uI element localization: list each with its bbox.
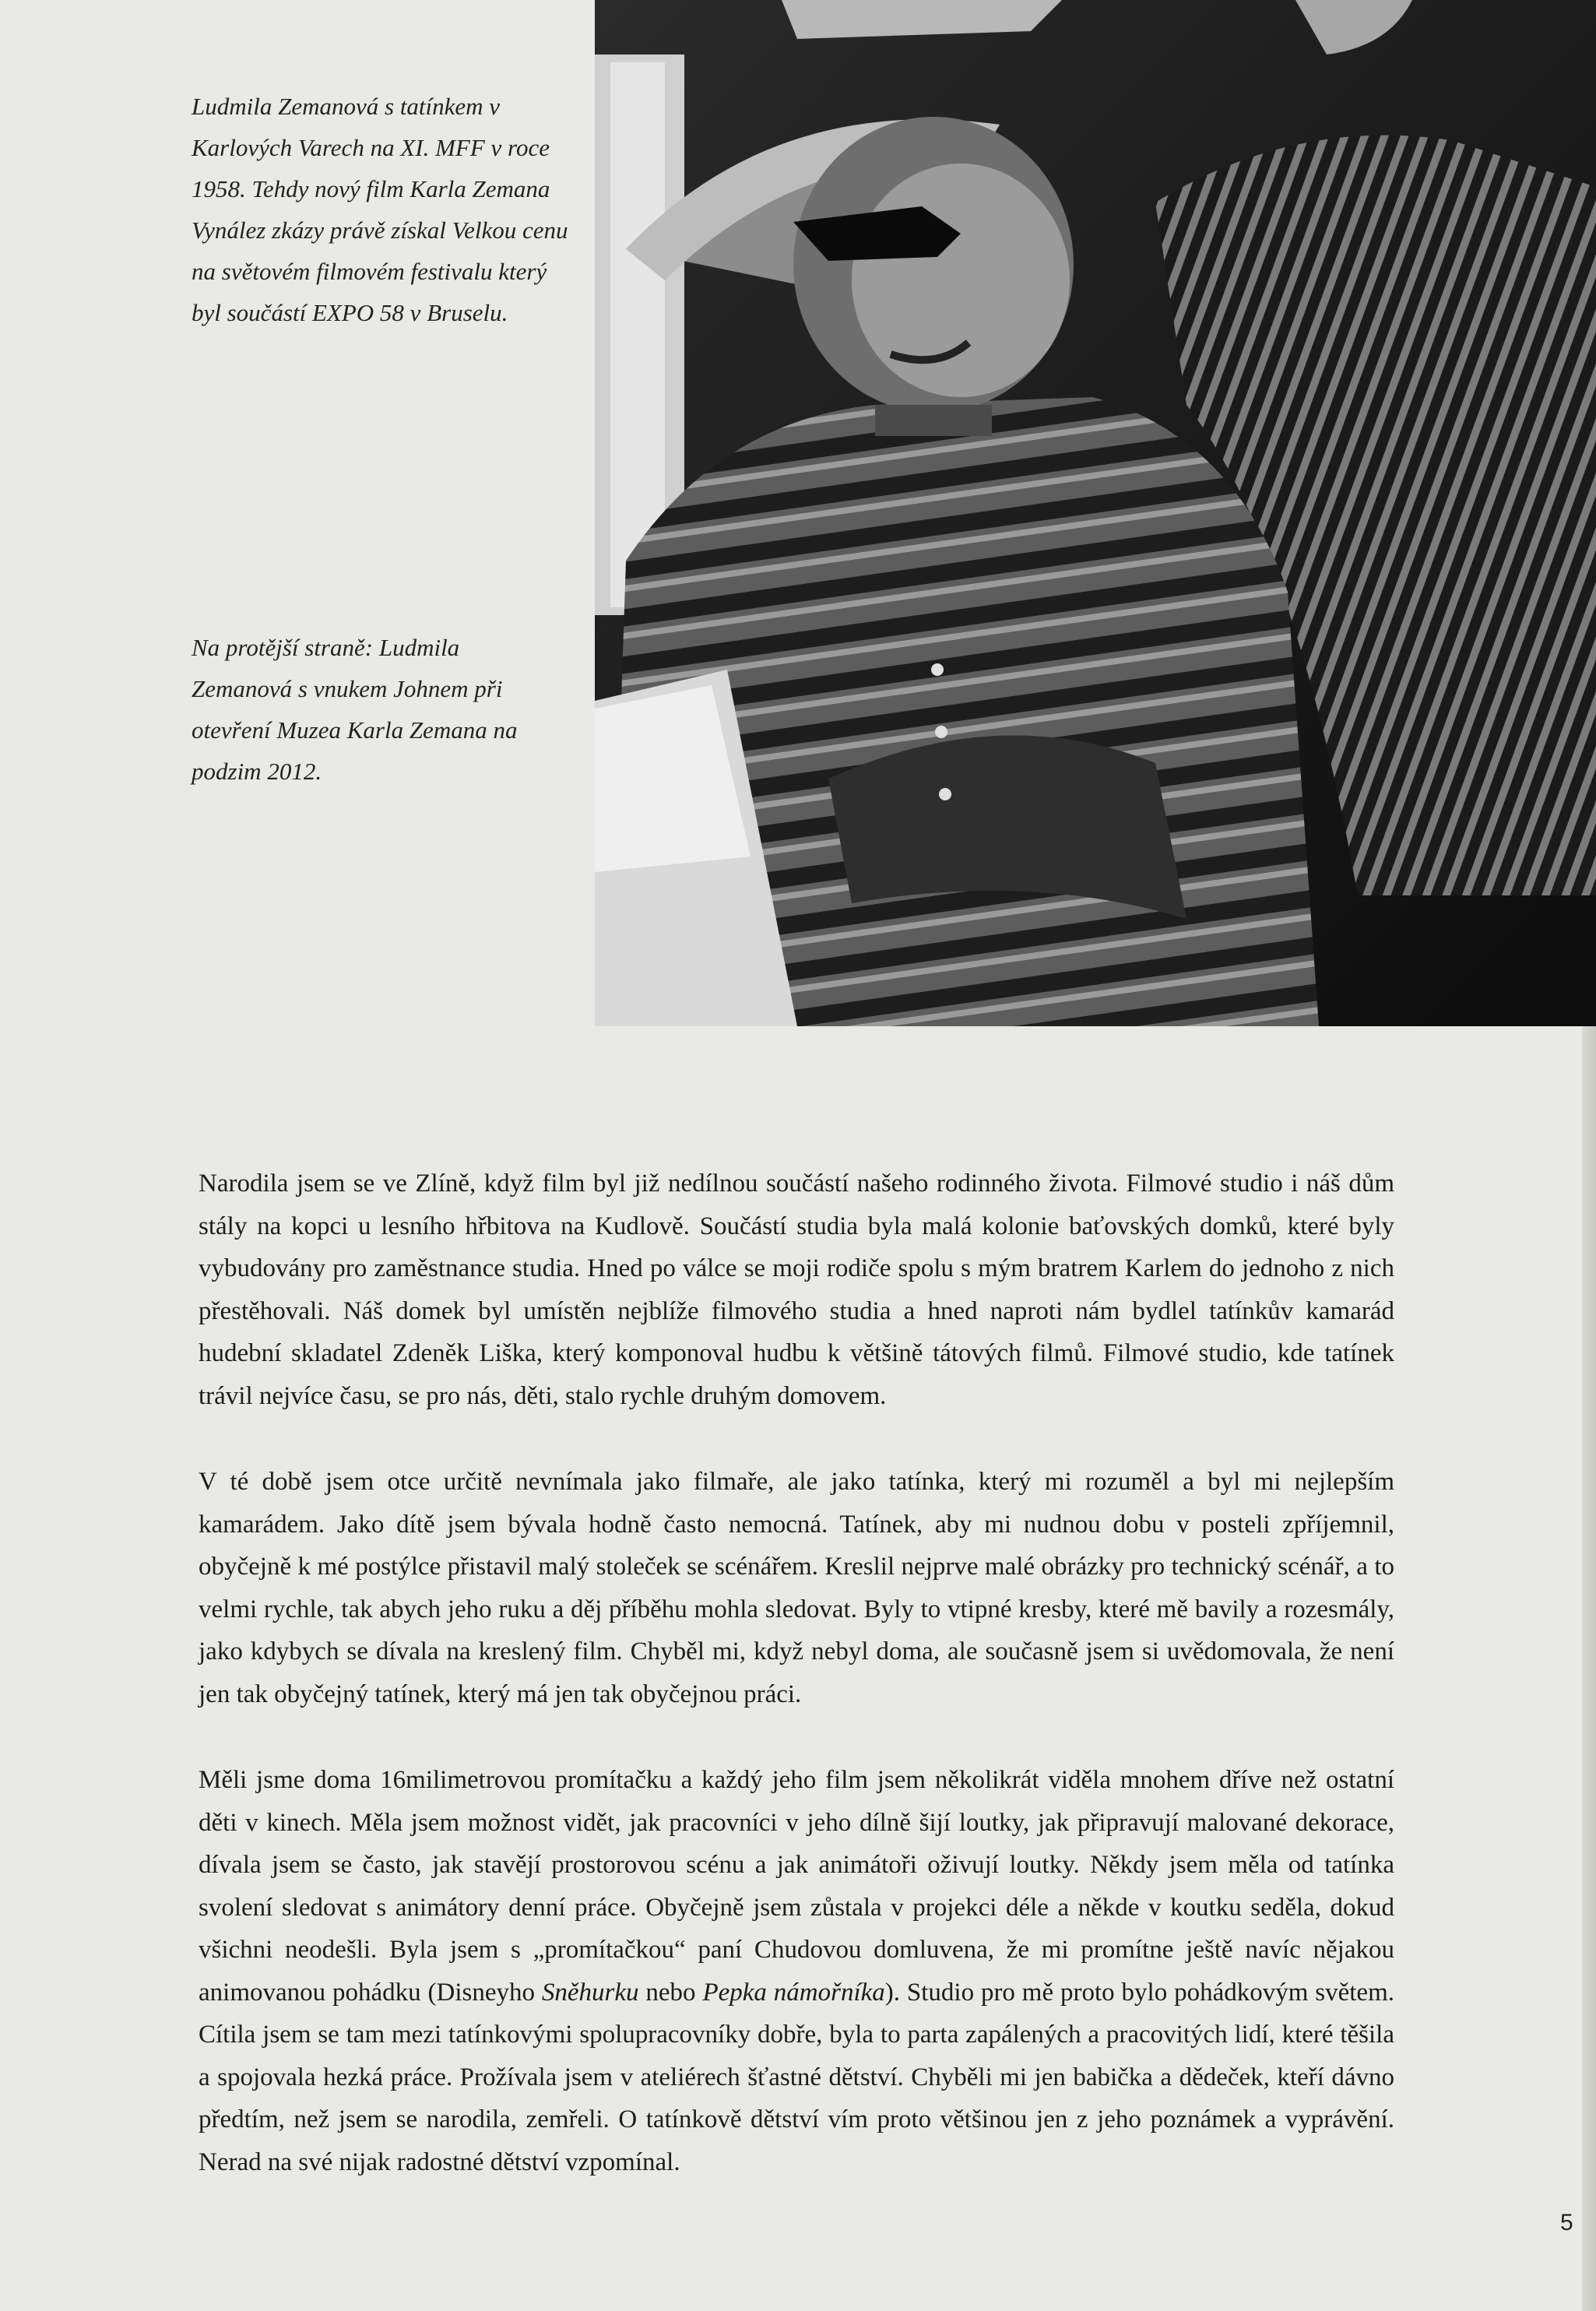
paragraph: V té době jsem otce určitě nevnímala jako filmaře, ale jako tatínka, který mi rozuměl a byl mi nejlepším kamarádem. Jako dítě jsem bývala hodně často nemocná. Tatínek, aby mi nudnou dobu v posteli zpříjemnil, obyčejně k mé postýlce přistavil malý stoleček se scénářem. Kreslil nejprve malé obrázky pro technický scénář, a to velmi rychle, tak abych jeho ruku a děj příběhu mohla sledovat. Byly to vtipné kresby, které mě bavily a rozesmály, jako kdybych se dívala na kreslený film. Chyběl mi, když nebyl doma, ale současně jsem si uvědomovala, že není jen tak obyčejný tatínek, který má jen tak obyčejnou práci. — [199, 1468, 1394, 1708]
photo — [595, 0, 1596, 1026]
opposite-page-caption-text: Na protější straně: Ludmila Zemanová s vnukem Johnem při otevření Muzea Karla Zemana na podzim 2012. — [192, 634, 518, 785]
film-title: Pepka námořníka — [702, 1978, 885, 2007]
article-body — [199, 1163, 1394, 2227]
photo-illustration — [595, 0, 1596, 1026]
page-number: 5 — [1560, 2210, 1573, 2235]
paragraph-text: Měli jsme doma 16milimetrovou promítačku a každý jeho film jsem několikrát viděla mnohem dříve než ostatní děti v kinech. Měla jsem možnost vidět, jak pracovníci v jeho dílně šijí loutky, jak připravují malované dekorace, dívala jsem se často, jak stavějí prostorovou scénu a jak animátoři oživují loutky. Někdy jsem měla od tatínka svolení sledovat s animátory denní práce. Obyčejně jsem zůstala v projekci déle a někde v koutku seděla, dokud všichni neodešli. Byla jsem s „promítačkou“ paní Chudovou domluvena, že mi promítne ještě navíc nějakou animovanou pohádku (Disneyho — [199, 1766, 1394, 2007]
opposite-page-caption — [192, 627, 565, 792]
film-title: Sněhurku — [541, 1978, 639, 2007]
paragraph-text: nebo — [638, 1978, 703, 2007]
photo-caption-text: Ludmila Zemanová s tatínkem v Karlových Varech na XI. MFF v roce 1958. Tehdy nový film Karla Zemana Vynález zkázy právě získal Velkou cenu na světovém filmovém festivalu který byl součástí EXPO 58 v Bruselu. — [192, 93, 568, 326]
paragraph-text: ). Studio pro mě proto bylo pohádkovým světem. Cítila jsem se tam mezi tatínkovými spolupracovníky dobře, byla to parta zapálených a pracovitých lidí, které těšila a spojovala hezká práce. Prožívala jsem v ateliérech šťastné dětství. Chyběli mi jen babička a dědeček, kteří dávno předtím, než jsem se narodila, zemřeli. O tatínkově dětství vím proto většinou jen z jeho poznámek a vyprávění. Nerad na své nijak radostné dětství vzpomínal. — [199, 1978, 1394, 2176]
paragraph — [199, 1759, 1394, 2183]
paragraph: Narodila jsem se ve Zlíně, když film byl již nedílnou součástí našeho rodinného života. Filmové studio i náš dům stály na kopci u lesního hřbitova na Kudlově. Součástí studia byla malá kolonie baťovských domků, které byly vybudovány pro zaměstnance studia. Hned po válce se moji rodiče spolu s mým bratrem Karlem do jednoho z nich přestěhovali. Náš domek byl umístěn nejblíže filmového studia a hned naproti nám bydlel tatínkův kamarád hudební skladatel Zdeněk Liška, který komponoval hudbu k většině tátových filmů. Filmové studio, kde tatínek trávil nejvíce času, se pro nás, děti, stalo rychle druhým domovem. — [199, 1170, 1394, 1410]
photo-caption — [192, 86, 581, 333]
